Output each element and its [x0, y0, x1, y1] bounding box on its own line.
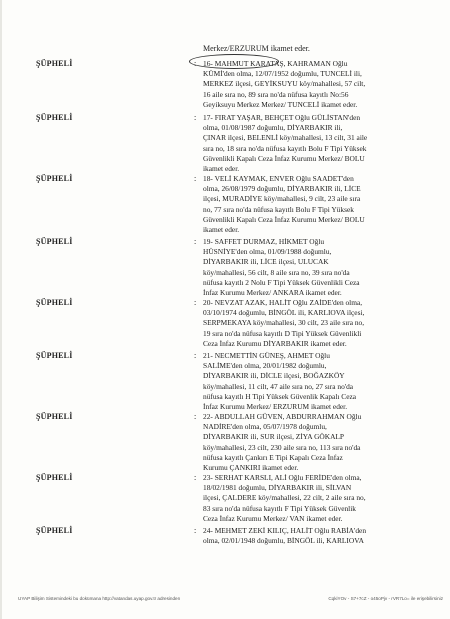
detail-line: 19 sıra no'da nüfusa kayıtlı D Tipi Yüksek Güvenlikli — [203, 328, 362, 338]
detail-line: köy/mahallesi, 23 cilt, 230 aile sıra no, 113 sıra no'da — [203, 442, 361, 452]
detail-line: nüfusa kayıtlı H Tipi Yüksek Güvenlik Kapalı Ceza — [203, 391, 357, 401]
footer-note: UYAP Bilişim Sistemindeki bu dokümana http://vatandas.uyap.gov.tr adresinden — [18, 596, 181, 601]
detail-line: olma, 02/01/1948 doğumlu, BİNGÖL ili, KARLIOVA — [203, 536, 364, 546]
suspect-details — [203, 351, 435, 412]
suspect-label: ŞÜPHELİ — [36, 473, 73, 482]
colon: : — [194, 59, 197, 68]
detail-line: 83 sıra no'da nüfusa kayıtlı F Tipi Yüksek Güvenlik — [203, 503, 356, 513]
colon: : — [194, 174, 197, 183]
detail-line: olma, 01/08/1987 doğumlu, DİYARBAKIR ili, — [203, 123, 343, 133]
suspect-details — [203, 113, 435, 174]
colon: : — [194, 526, 197, 535]
colon: : — [194, 351, 197, 360]
detail-line: HÜSNİYE'den olma, 01/09/1988 doğumlu, — [203, 247, 332, 257]
detail-line: İnfaz Kurumu Merkez/ ERZURUM ikamet eder. — [203, 402, 348, 412]
detail-line: 20- NEVZAT AZAK, HALİT Oğlu ZAİDE'den olma, — [203, 298, 363, 307]
detail-line: ÇINAR ilçesi, BELENLİ köy/mahallesi, 13 cilt, 31 aile — [203, 133, 368, 143]
detail-line: 16- MAHMUT KARATAŞ, KAHRAMAN Oğlu — [203, 59, 348, 68]
suspect-label: ŞÜPHELİ — [36, 298, 73, 307]
detail-line: 21- NECMETTİN GÜNEŞ, AHMET Oğlu — [203, 351, 330, 360]
detail-line: Güvenlikli Kapalı Ceza İnfaz Kurumu Merkez/ BOLU — [203, 153, 365, 163]
detail-line: MERKEZ ilçesi, GEYİKSUYU köy/mahallesi, 57 cilt, — [203, 79, 366, 89]
detail-line: SERPMEKAYA köy/mahallesi, 30 cilt, 23 aile sıra no, — [203, 318, 365, 328]
suspect-details — [203, 526, 435, 546]
detail-line: İnfaz Kurumu Merkez/ ANKARA ikamet eder. — [203, 288, 342, 298]
detail-line: 24- MEHMET ZEKİ KILIÇ, HALİT Oğlu RABİA'den — [203, 526, 367, 535]
pen-circle-mark — [189, 54, 279, 69]
detail-line: Geyiksuyu Merkez Merkez/ TUNCELİ ikamet eder. — [203, 99, 358, 109]
carryover-text: Merkez/ERZURUM ikamet eder. — [203, 44, 310, 53]
footer-spacer — [190, 596, 318, 602]
suspect-label: ŞÜPHELİ — [36, 174, 73, 183]
suspect-label: ŞÜPHELİ — [36, 59, 73, 68]
footer-access-code: CqkiYOv - S7+7cZ - o45oPjv - rVR7Lo= ile erişebilirsiniz — [328, 596, 443, 601]
detail-line: ikamet eder. — [203, 225, 240, 235]
detail-line: 19- SAFFET DURMAZ, HİKMET Oğlu — [203, 237, 325, 246]
detail-line: nüfusa kayıtlı 2 Nolu F Tipi Yüksek Güvenlikli Ceza — [203, 277, 360, 287]
colon: : — [194, 298, 197, 307]
detail-line: 23- SERHAT KARSLI, ALİ Oğlu FERİDE'den olma, — [203, 473, 362, 482]
colon: : — [194, 412, 197, 421]
suspect-label: ŞÜPHELİ — [36, 113, 73, 122]
detail-line: ilçesi, ÇALDERE köy/mahallesi, 22 cilt, 2 aile sıra no, — [203, 493, 366, 503]
suspect-details — [203, 412, 435, 473]
detail-line: 18- VELİ KAYMAK, ENVER Oğlu SAADET'den — [203, 174, 354, 183]
detail-line: Güvenlikli Kapalı Ceza İnfaz Kurumu Merkez/ BOLU — [203, 214, 365, 224]
colon: : — [194, 237, 197, 246]
detail-line: ikamet eder. — [203, 164, 240, 174]
colon: : — [194, 113, 197, 122]
suspect-details — [203, 473, 435, 524]
detail-line: KÜMİ'den olma, 12/07/1952 doğumlu, TUNCELİ ili, — [203, 69, 362, 79]
suspect-details — [203, 298, 435, 349]
detail-line: 22- ABDULLAH GÜVEN, ABDURRAHMAN Oğlu — [203, 412, 362, 421]
detail-line: sıra no, 18 sıra no'da nüfusa kayıtlı Bolu F Tipi Yüksek — [203, 143, 367, 153]
detail-line: Ceza İnfaz Kurumu DİYARBAKIR ikamet eder. — [203, 338, 347, 348]
detail-line: 18/02/1981 doğumlu, DİYARBAKIR ili, SİLVAN — [203, 483, 352, 493]
detail-line: 16 aile sıra no, 89 sıra no'da nüfusa kayıtlı No:56 — [203, 89, 349, 99]
detail-line: 03/10/1974 doğumlu, BİNGÖL ili, KARLIOVA ilçesi, — [203, 308, 365, 318]
detail-line: Ceza İnfaz Kurumu Merkez/ VAN ikamet eder. — [203, 513, 343, 523]
suspect-label: ŞÜPHELİ — [36, 412, 73, 421]
uyap-footer — [18, 596, 443, 602]
detail-line: olma, 26/08/1979 doğumlu, DİYARBAKIR ili, LİCE — [203, 184, 361, 194]
detail-line: DİYARBAKIR ili, DİCLE ilçesi, BOĞAZKÖY — [203, 371, 345, 381]
detail-line: köy/mahallesi, 56 cilt, 8 aile sıra no, 39 sıra no'da — [203, 267, 350, 277]
suspect-details — [203, 237, 435, 298]
detail-line: no, 77 sıra no'da nüfusa kayıtlı Bolu F Tipi Yüksek — [203, 204, 354, 214]
detail-line: NADİRE'den olma, 05/07/1978 doğumlu, — [203, 422, 327, 432]
suspect-label: ŞÜPHELİ — [36, 237, 73, 246]
suspect-label: ŞÜPHELİ — [36, 351, 73, 360]
detail-line: 17- FIRAT YAŞAR, BEHÇET Oğlu GÜLİSTAN'den — [203, 113, 361, 122]
detail-line: Kurumu ÇANKIRI ikamet eder. — [203, 463, 299, 473]
detail-line: DİYARBAKIR ili, LİCE ilçesi, ULUCAK — [203, 257, 329, 267]
detail-line: ilçesi, MURADİYE köy/mahallesi, 9 cilt, 23 aile sıra — [203, 194, 361, 204]
detail-line: SALİME'den olma, 20/01/1982 doğumlu, — [203, 361, 327, 371]
detail-line: nüfusa kayıtlı Çankırı E Tipi Kapalı Ceza İnfaz — [203, 452, 343, 462]
colon: : — [194, 473, 197, 482]
suspect-details — [203, 174, 435, 235]
detail-line: DİYARBAKIR ili, SUR ilçesi, ZİYA GÖKALP — [203, 432, 345, 442]
suspect-label: ŞÜPHELİ — [36, 526, 73, 535]
detail-line: köy/mahallesi, 11 cilt, 47 aile sıra no, 27 sıra no'da — [203, 381, 354, 391]
